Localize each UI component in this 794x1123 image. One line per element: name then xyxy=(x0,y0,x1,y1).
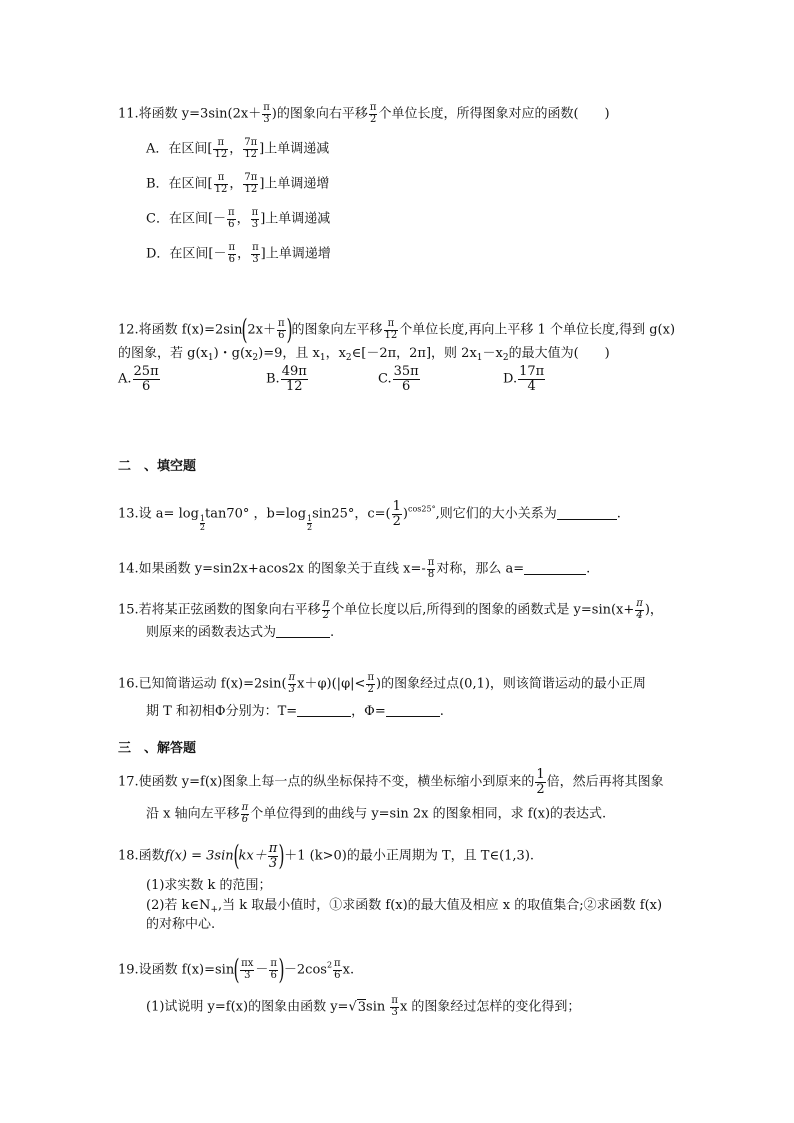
q18-part2-line2: 的对称中心. xyxy=(146,917,216,932)
q16: 16.已知简谐运动 f(x)=2sin( $\frac{\pi}{3}$ x＋φ)(|φ|< $\frac{\pi}{2}$ )的图象经过点(0,1)，则该简谐运动的最小正周 xyxy=(118,672,646,695)
q13: 13.设 a= log $\frac{1}{2}$ tan70° ，b=log $\frac{1}{2}$ sin25°，c=( $\frac{1}{2}$ )$^{cos25^\circ}$,则它们的大小关系为 . xyxy=(118,499,621,532)
q19-part1: (1)试说明 y=f(x)的图象由函数 y=√3sin $\frac{\pi}{3}$ x 的图象经过怎样的变化得到； xyxy=(146,995,581,1018)
q12-option-b: B. $\frac{49\pi}{12}$ xyxy=(266,364,307,394)
q17-line2: 沿 x 轴向左平移 $\frac{\pi}{6}$ 个单位得到的曲线与 y=sin 2x 的图象相同，求 f(x)的表达式. xyxy=(146,802,607,825)
q16-line2: 期 T 和初相Φ分别为：T= ，Φ= . xyxy=(146,704,444,719)
q18-part1: (1)求实数 k 的范围； xyxy=(146,878,272,893)
q11-option-d: D．在区间[－ $\frac{\pi}{6}$ ， $\frac{\pi}{3}$ ]上单调递增 xyxy=(146,242,331,265)
q11-option-a: A．在区间[ $\frac{\pi}{12}$ ， $\frac{7\pi}{12}$ ]上单调递减 xyxy=(146,137,330,160)
q12-stem-line2: 的图象，若 $g(x_1)$・$g(x_2)=9$，且 $x_1$，$x_2\in[-2\pi$，2π]，则 $2x_1-x_2$的最大值为( ) xyxy=(118,346,610,363)
answer-blank xyxy=(524,573,586,575)
q12-option-d: D. $\frac{17\pi}{4}$ xyxy=(503,364,545,394)
q11-stem: 11.将函数 y=3sin(2x＋ $\frac{\pi}{3}$ )的图象向右平移 $\frac{\pi}{2}$ 个单位长度，所得图象对应的函数( ) xyxy=(118,102,610,125)
q15: 15.若将某正弦函数的图象向右平移 $\frac{\pi}{2}$ 个单位长度以后,所得到的图象的函数式是 y=sin(x+ $\frac{\pi}{4}$ )， xyxy=(118,598,663,621)
q12-stem: 12.将函数 f(x)=2sin(2x＋ $\frac{\pi}{6}$ )的图象向左平移 $\frac{\pi}{12}$ 个单位长度,再向上平移 1 个单位长度,得到 g(x) xyxy=(118,313,676,346)
section-heading-fill-in: 二 、填空题 xyxy=(118,459,197,474)
q18-part2: (2)若 $k\in N_+$,当 k 取最小值时，①求函数 f(x)的最大值及相应 x 的取值集合;②求函数 f(x) xyxy=(146,898,663,915)
answer-blank xyxy=(557,518,617,520)
q14: 14.如果函数 y=sin2x+acos2x 的图象关于直线 x=- $\frac{\pi}{8}$ 对称，那么 a= . xyxy=(118,557,591,580)
fraction: $\frac{\pi}{3}$ xyxy=(263,102,270,125)
q18: 18.函数f(x) = 3sin(kx＋ $\frac{\pi}{3}$ )＋1 (k>0)的最小正周期为 T，且 T∈(1,3). xyxy=(118,839,535,873)
fraction: $\frac{\pi}{2}$ xyxy=(369,102,377,125)
q12-option-c: C. $\frac{35\pi}{6}$ xyxy=(378,364,419,394)
answer-blank xyxy=(276,636,330,638)
section-heading-solve: 三 、解答题 xyxy=(118,741,197,756)
q11-option-b: B．在区间[ $\frac{\pi}{12}$ ， $\frac{7\pi}{12}$ ]上单调递增 xyxy=(146,172,330,195)
q15-line2: 则原来的函数表达式为 . xyxy=(146,625,335,640)
q12-option-a: A. $\frac{25\pi}{6}$ xyxy=(118,364,159,394)
answer-blank-phase xyxy=(386,715,440,717)
answer-blank-period xyxy=(297,715,351,717)
q11-option-c: C．在区间[－ $\frac{\pi}{6}$ ， $\frac{\pi}{3}$ ]上单调递减 xyxy=(146,207,331,230)
q19: 19.设函数 f(x)=sin( $\frac{\pi x}{3}$ － $\frac{\pi}{6}$ )$-2\cos^2$ $\frac{\pi}{6}$ x. xyxy=(118,953,355,986)
q17: 17.使函数 y=f(x)图象上每一点的纵坐标保持不变，横坐标缩小到原来的 $\frac{1}{2}$ 倍，然后再将其图象 xyxy=(118,767,664,797)
